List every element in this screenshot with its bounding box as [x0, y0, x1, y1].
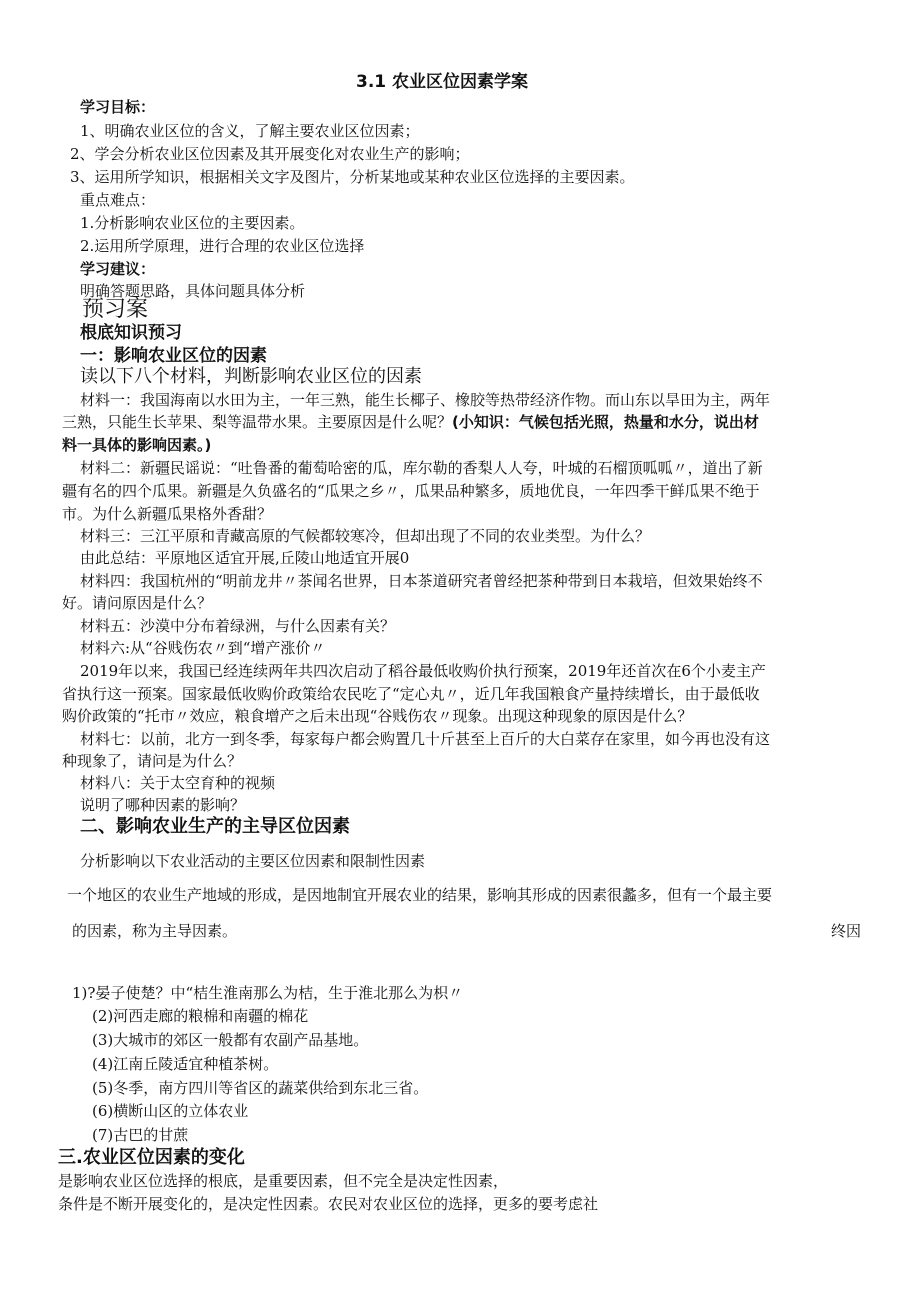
material-1-question: 三熟，只能生长苹果、梨等温带水果。主要原因是什么呢？ [62, 413, 453, 431]
list-item: (5)冬季，南方四川等省区的蔬菜供给到东北三省。 [92, 1079, 429, 1097]
material-7-line: 材料七：以前，北方一到冬季，每家每户都会购置几十斤甚至上百斤的大白菜存在家里，如今再也没有这 [80, 730, 771, 748]
section-2-subheading: 分析影响以下农业活动的主要区位因素和限制性因素 [80, 852, 426, 870]
material-7-line: 种现象了，请问是为什么？ [62, 752, 243, 770]
basic-heading: 根底知识预习 [80, 323, 182, 343]
goals-heading: 学习目标： [80, 98, 156, 116]
material-1-tip-end: 料一具体的影响因素。) [62, 436, 212, 454]
list-item: (4)江南丘陵适宜种植茶树。 [92, 1055, 279, 1073]
keypoint-line: 2.运用所学原理，进行合理的农业区位选择 [80, 237, 365, 255]
section-2-paragraph: 的因素，称为主导因素。 [72, 922, 238, 940]
list-item: (2)河西走廊的粮棉和南疆的棉花 [92, 1007, 309, 1025]
material-3-line: 材料三：三江平原和青藏高原的气候都较寒冷，但却出现了不同的农业类型。为什么？ [80, 527, 651, 545]
material-6-line: 2019年以来，我国已经连续两年共四次启动了稻谷最低收购价执行预案，2019年还首次在6个小麦主产 [80, 662, 766, 680]
section-2-heading: 二、影响农业生产的主导区位因素 [80, 816, 350, 837]
section-3-line: 是影响农业区位选择的根底，是重要因素，但不完全是决定性因素， [58, 1172, 509, 1190]
material-1-tip: (小知识：气候包括光照，热量和水分，说出材 [452, 413, 759, 431]
keypoints-heading: 重点难点： [80, 191, 156, 209]
goal-line: 1、明确农业区位的含义，了解主要农业区位因素； [80, 122, 420, 140]
list-item: 1)?晏子使楚？中“桔生淮南那么为桔，生于淮北那么为枳〃 [72, 984, 464, 1002]
advice-text: 明确答题思路，具体问题具体分析 [80, 282, 306, 300]
material-8-line: 说明了哪种因素的影响？ [80, 796, 246, 814]
section-3-heading: 三.农业区位因素的变化 [58, 1147, 245, 1168]
section-1-heading: 一：影响农业区位的因素 [80, 346, 267, 366]
section-1-subheading: 读以下八个材料，判断影响农业区位的因素 [80, 366, 422, 387]
material-1-line [62, 412, 759, 432]
material-2-line: 疆有名的四个瓜果。新疆是久负盛名的“瓜果之乡〃，瓜果品种繁多，质地优良，一年四季干鲜瓜果不绝于 [62, 482, 760, 500]
goal-line: 3、运用所学知识，根据相关文字及图片，分析某地或某种农业区位选择的主要因素。 [70, 168, 635, 186]
material-3-summary: 由此总结：平原地区适宜开展,丘陵山地适宜开展0 [80, 549, 410, 567]
section-2-paragraph: 一个地区的农业生产地域的形成，是因地制宜开展农业的结果，影响其形成的因素很蠡多，但有一个最主要 [67, 886, 773, 904]
material-8-line: 材料八：关于太空育种的视频 [80, 774, 276, 792]
material-6-line: 购价政策的“托市〃效应，粮食增产之后未出现“谷贱伤农〃现象。出现这种现象的原因是什么？ [62, 707, 693, 725]
material-6-line: 材料六:从“谷贱伤农〃到“增产涨价〃 [80, 639, 326, 657]
material-6-line: 省执行这一预案。国家最低收购价政策给农民吃了“定心丸〃，近几年我国粮食产量持续增长，由于最低收 [62, 685, 760, 703]
section-3-line: 条件是不断开展变化的，是决定性因素。农民对农业区位的选择，更多的要考虑社 [58, 1195, 599, 1213]
material-2-line: 材料二：新疆民谣说：“吐鲁番的葡萄哈密的瓜，库尔勒的香梨人人夸，叶城的石榴顶呱呱〃，道出了新 [80, 459, 763, 477]
advice-heading: 学习建议： [80, 260, 156, 278]
preview-heading: 预习案 [82, 297, 149, 322]
list-item: (6)横断山区的立体农业 [92, 1102, 249, 1120]
goal-line: 2、学会分析农业区位因素及其开展变化对农业生产的影响； [70, 145, 470, 163]
material-4-line: 好。请问原因是什么？ [62, 594, 213, 612]
material-4-line: 材料四：我国杭州的“明前龙井〃茶闻名世界，日本茶道研究者曾经把茶种带到日本栽培，但效果始终不 [80, 572, 763, 590]
material-5-line: 材料五：沙漠中分布着绿洲，与什么因素有关？ [80, 617, 396, 635]
section-2-paragraph-right: 终因 [831, 922, 862, 940]
material-2-line: 市。为什么新疆瓜果格外香甜？ [62, 505, 273, 523]
material-1-line: 材料一：我国海南以水田为主，一年三熟，能生长椰子、橡胶等热带经济作物。而山东以旱田为主，两年 [80, 391, 771, 409]
page-title: 3.1 农业区位因素学案 [356, 72, 529, 92]
keypoint-line: 1.分析影响农业区位的主要因素。 [80, 214, 305, 232]
list-item: (3)大城市的郊区一般都有农副产品基地。 [92, 1031, 369, 1049]
list-item: (7)古巴的甘蔗 [92, 1126, 189, 1144]
